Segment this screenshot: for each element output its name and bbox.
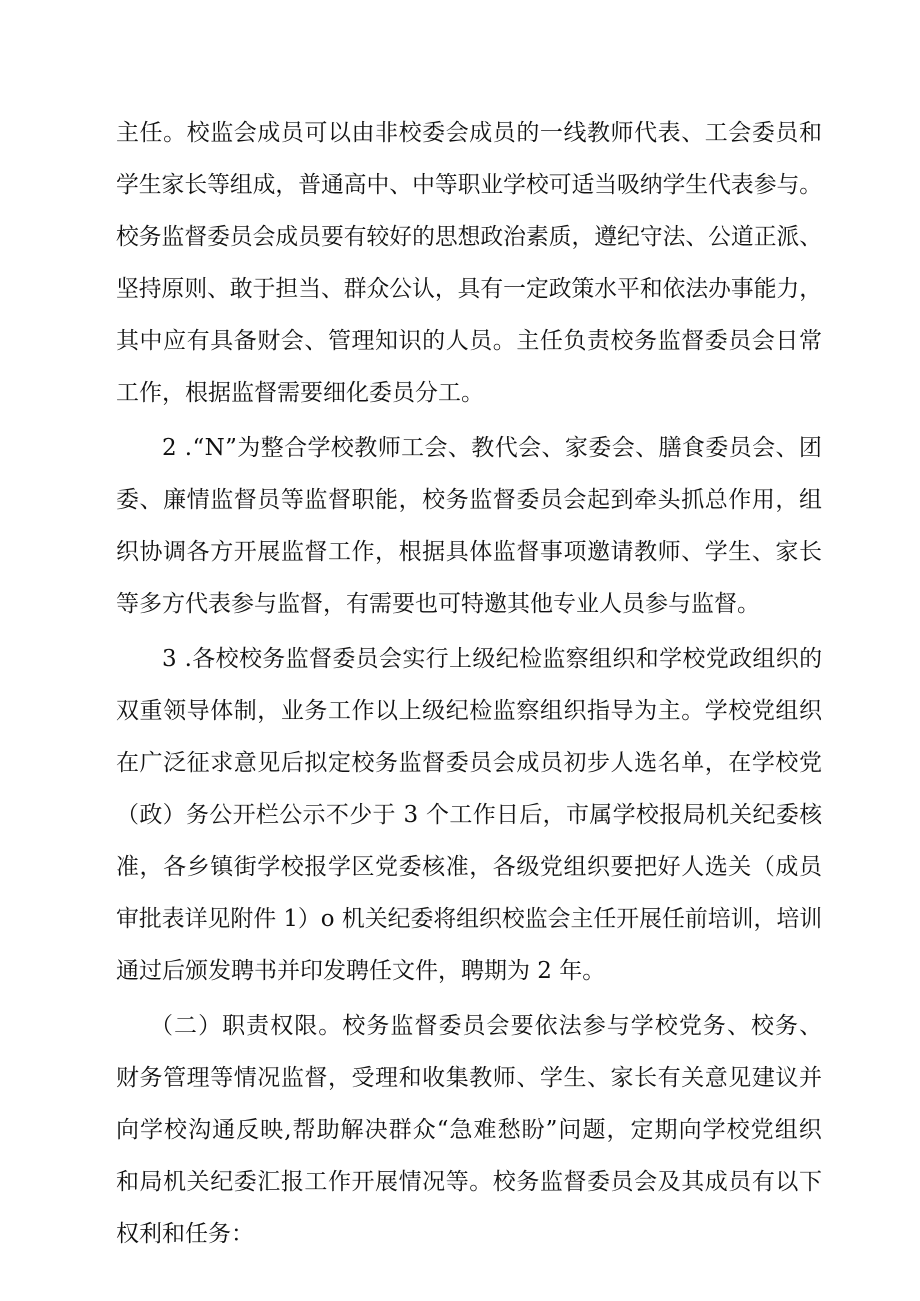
paragraph-2-line-1: 2 .“N”为整合学校教师工会、教代会、家委会、膳食委员会、团 xyxy=(162,435,823,461)
paragraph-1-line-5: 其中应有具备财会、管理知识的人员。主任负责校务监督委员会日常 xyxy=(116,328,823,354)
paragraph-1-line-1: 主任。校监会成员可以由非校委会成员的一线教师代表、工会委员和 xyxy=(116,120,823,146)
paragraph-2-line-3: 织协调各方开展监督工作，根据具体监督事项邀请教师、学生、家长 xyxy=(116,539,823,565)
paragraph-1-line-6: 工作，根据监督需要细化委员分工。 xyxy=(116,380,484,406)
paragraph-2-line-2: 委、廉情监督员等监督职能，校务监督委员会起到牵头抓总作用，组 xyxy=(116,487,823,513)
paragraph-4-line-5: 权利和任务： xyxy=(116,1221,254,1247)
paragraph-1-line-3: 校务监督委员会成员要有较好的思想政治素质，遵纪守法、公道正派、 xyxy=(116,224,823,250)
paragraph-4-line-1: （二）职责权限。校务监督委员会要依法参与学校党务、校务、 xyxy=(150,1013,824,1039)
paragraph-3-line-5: 准，各乡镇街学校报学区党委核准，各级党组织要把好人选关（成员 xyxy=(116,854,823,880)
paragraph-3-line-2: 双重领导体制，业务工作以上级纪检监察组织指导为主。学校党组织 xyxy=(116,698,823,724)
paragraph-3-line-3: 在广泛征求意见后拟定校务监督委员会成员初步人选名单，在学校党 xyxy=(116,750,823,776)
paragraph-3-line-7: 通过后颁发聘书并印发聘任文件，聘期为 2 年。 xyxy=(116,958,606,984)
paragraph-4-line-4: 和局机关纪委汇报工作开展情况等。校务监督委员会及其成员有以下 xyxy=(116,1169,823,1195)
paragraph-4-line-2: 财务管理等情况监督，受理和收集教师、学生、家长有关意见建议并 xyxy=(116,1065,823,1091)
paragraph-4-line-3: 向学校沟通反映,帮助解决群众“急难愁盼”问题，定期向学校党组织 xyxy=(116,1117,823,1143)
paragraph-1-line-4: 坚持原则、敢于担当、群众公认，具有一定政策水平和依法办事能力， xyxy=(116,276,823,302)
paragraph-2-line-4: 等多方代表参与监督，有需要也可特邀其他专业人员参与监督。 xyxy=(116,591,760,617)
paragraph-1-line-2: 学生家长等组成，普通高中、中等职业学校可适当吸纳学生代表参与。 xyxy=(116,172,823,198)
paragraph-3-line-6: 审批表详见附件 1）o 机关纪委将组织校监会主任开展任前培训，培训 xyxy=(116,906,823,932)
paragraph-3-line-4: （政）务公开栏公示不少于 3 个工作日后，市属学校报局机关纪委核 xyxy=(116,802,823,828)
paragraph-3-line-1: 3 .各校校务监督委员会实行上级纪检监察组织和学校党政组织的 xyxy=(162,646,823,672)
